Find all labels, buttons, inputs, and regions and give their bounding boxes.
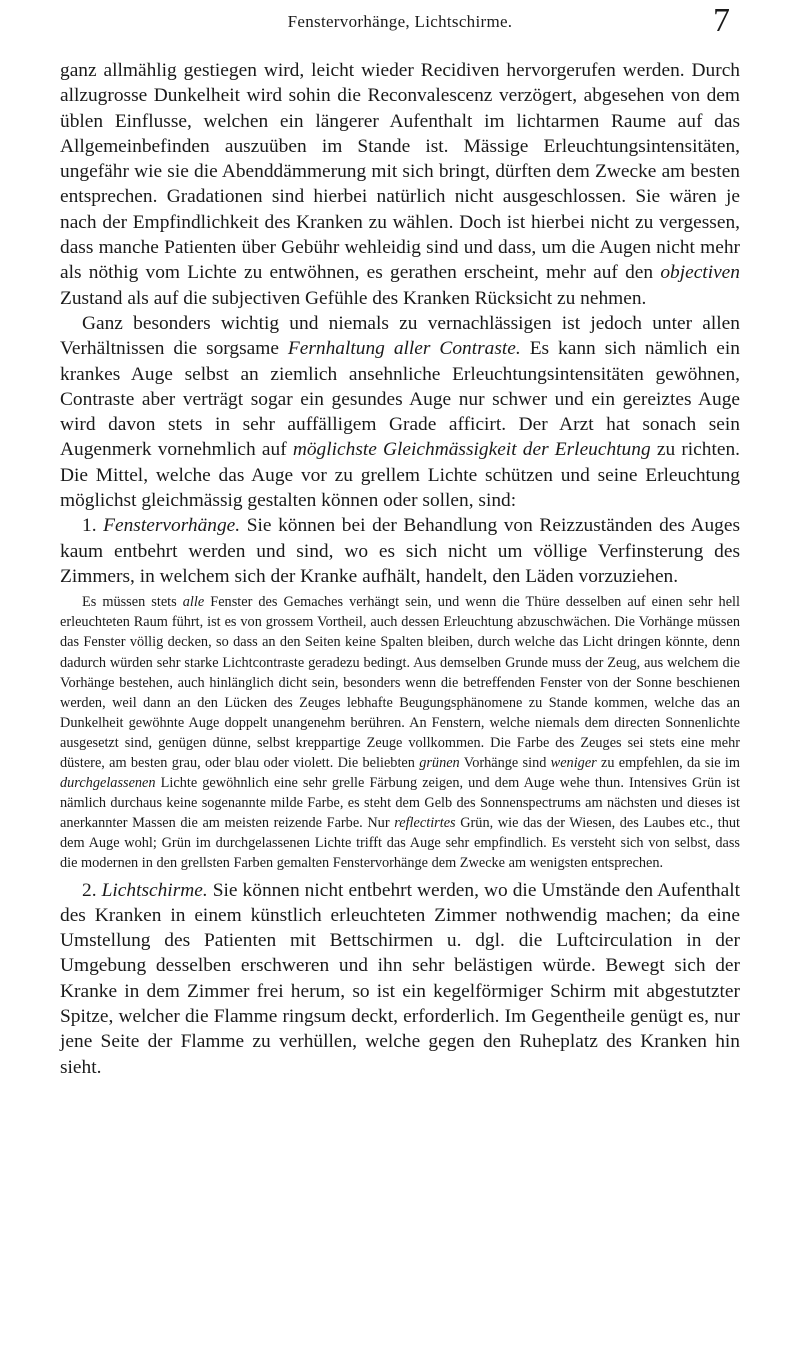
text-run: Es müssen stets — [82, 594, 183, 611]
paragraph-contraste — [60, 311, 740, 513]
heading-fenstervorhaenge: Fenstervorhänge. — [103, 515, 241, 537]
emphasis-gruenen: grünen — [419, 754, 460, 771]
paragraph-fenstervorhaenge — [60, 513, 740, 589]
paragraph-lichtschirme — [60, 878, 740, 1080]
paragraph-vorhaenge-details — [60, 592, 740, 873]
text-run: zu richten. Die Mittel, welche das Auge vor zu grellem Lichte schützen und seine Erleuchtung möglichst gleichmässig gestalten können oder sollen, sind: — [60, 439, 741, 512]
emphasis-objectiven: objectiven — [660, 262, 740, 284]
text-run: Zustand als auf die subjectiven Gefühle des Kranken Rücksicht zu nehmen. — [60, 287, 647, 309]
small-print-block — [60, 592, 740, 873]
emphasis-gleichmaessigkeit: möglichste Gleichmässigkeit der Erleuchtung — [292, 439, 651, 461]
text-run: Vorhänge sind — [459, 754, 551, 771]
text-run: Grün, wie das der Wiesen, des Laubes etc., thut dem Auge wohl; Grün im durchgelassenen Lichte trifft das Auge sehr empfindlich. Es versteht sich von selbst, dass die modernen in den grellsten Farben gemalten Fenstervorhänge dem Zwecke am wenigsten entsprechen. — [60, 815, 741, 872]
text-run: Ganz besonders wichtig und niemals zu vernachlässigen ist jedoch unter allen Verhältnissen die sorgsame — [60, 312, 740, 360]
text-run: ganz allmählig gestiegen wird, leicht wieder Recidiven hervorgerufen werden. Durch allzugrosse Dunkelheit wird sohin die Reconvalescenz verzögert, abgesehen von dem üblen Einflusse, welchen ein längerer Aufenthalt im lichtarmen Raume auf das Allgemeinbefinden auszuüben im Stande ist. Mässige Erleuchtungsintensitäten, ungefähr wie sie die Abenddämmerung mit sich bringt, dürften dem Zwecke am besten entsprechen. Gradationen sind hierbei natürlich nicht ausgeschlossen. Sie wären je nach der Empfindlichkeit des Kranken zu wählen. Doch ist hierbei nicht zu vergessen, dass manche Patienten über Gebühr wehleidig sind und dass, um die Augen nicht mehr als nöthig vom Lichte zu entwöhnen, es gerathen erscheint, mehr auf den — [60, 60, 740, 284]
page-number: 7 — [713, 2, 730, 39]
text-run: Sie können nicht entbehrt werden, wo die Umstände den Aufenthalt des Kranken in einem künstlich erleuchteten Zimmer nothwendig machen; da eine Umstellung des Patienten mit Bettschirmen u. dgl. die Luftcirculation in der Umgebung desselben erschweren und ihn sehr belästigen würde. Bewegt sich der Kranke in dem Zimmer frei herum, so ist ein kegelförmiger Schirm mit abgestutzter Spitze, welcher die Flamme ringsum deckt, erforderlich. Im Gegentheile genügt es, nur jene Seite der Flamme zu verhüllen, welche gegen den Ruheplatz des Kranken hin sieht. — [60, 879, 741, 1078]
emphasis-reflectirtes: reflectirtes — [394, 815, 456, 832]
paragraph-recidiven — [60, 58, 740, 311]
text-run: Fenster des Gemaches verhängt sein, und wenn die Thüre desselben auf einen sehr hell erleuchteten Raum führt, ist es von grossem Vortheil, auch dessen Erleuchtung abzuschwächen. Die Vorhänge müssen das Fenster völlig decken, so dass an den Seiten keine Spalten bleiben, durch welche das Licht dringen könnte, denn dadurch würden sehr starke Lichtcontraste geradezu bedingt. Aus demselben Grunde muss der Zeug, aus welchem die Vorhänge bestehen, auch hinlänglich dicht sein, besonders wenn die betreffenden Fenster von der Sonne beschienen werden, weil dann an den Lücken des Zeuges lebhafte Beugungsphänomene zu Stande kommen, welche das an Dunkelheit gewöhnte Auge doppelt unangenehm berühren. An Fenstern, welche niemals dem directen Sonnenlichte ausgesetzt sind, genügen dünne, selbst kreppartige Zeuge vollkommen. Die Farbe des Zeuges sei stets eine mehr düstere, am besten grau, oder blau oder violett. Die beliebten — [60, 594, 740, 771]
running-title: Fenstervorhänge, Lichtschirme. — [287, 12, 513, 31]
emphasis-weniger: weniger — [550, 754, 597, 771]
running-header — [60, 2, 740, 40]
text-run: Lichte gewöhnlich eine sehr grelle Färbung zeigen, und dem Auge wehe thun. Intensives Grün ist nämlich durchaus keine sogenannte milde Farbe, es steht dem Gelb des Sonnenspectrums am nächsten und dieses ist anerkannter Massen die am meisten reizende Farbe. Nur — [60, 775, 740, 832]
item-number: 2. — [82, 879, 102, 901]
emphasis-alle: alle — [182, 594, 205, 611]
emphasis-fernhaltung: Fernhaltung aller Contraste. — [287, 338, 521, 360]
heading-lichtschirme: Lichtschirme. — [101, 879, 208, 901]
item-number: 1. — [82, 515, 104, 537]
emphasis-durchgelassenen: durchgelassenen — [60, 775, 156, 792]
text-run: Es kann sich nämlich ein krankes Auge selbst an ziemlich ansehnliche Erleuchtungsintensitäten gewöhnen, Contraste aber verträgt sogar ein gesundes Auge nur schwer und ein gereiztes Auge wird davon stets in sehr auffälligem Grade afficirt. Der Arzt hat sonach sein Augenmerk vornehmlich auf — [60, 338, 740, 461]
text-run: Sie können bei der Behandlung von Reizzuständen des Auges kaum entbehrt werden und sind, wo es sich nicht um völlige Verfinsterung des Zimmers, in welchem sich der Kranke aufhält, handelt, den Läden vorzuziehen. — [60, 515, 741, 587]
body-text — [60, 58, 740, 1080]
text-run: zu empfehlen, da sie im — [596, 754, 741, 771]
